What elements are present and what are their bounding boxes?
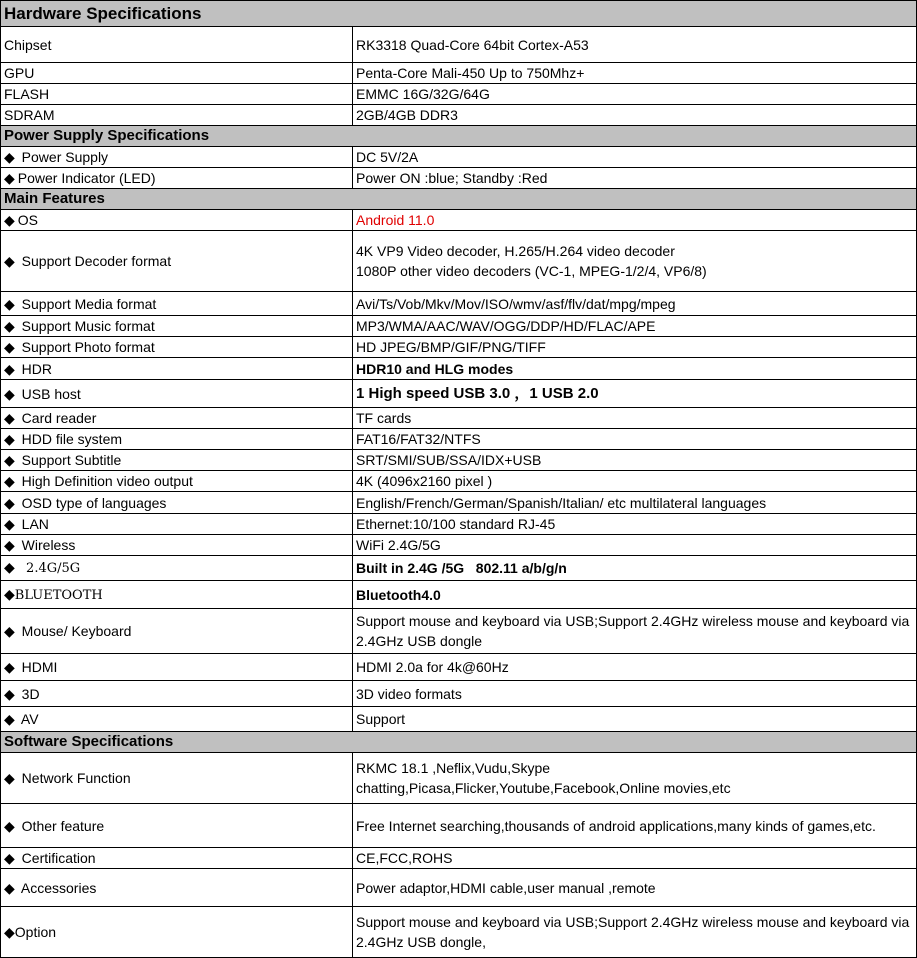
diamond-bullet-icon: ◆ — [4, 170, 15, 186]
spec-row-option — [1, 907, 917, 958]
spec-value: FAT16/FAT32/NTFS — [353, 429, 917, 450]
spec-label: GPU — [1, 63, 353, 84]
spec-row-power-supply — [1, 147, 917, 168]
spec-label: ◆ Support Decoder format — [1, 231, 353, 292]
spec-row-music — [1, 316, 917, 337]
spec-label: ◆ OS — [1, 210, 353, 231]
spec-label: ◆Option — [1, 907, 353, 958]
spec-row-wireless — [1, 535, 917, 556]
diamond-bullet-icon: ◆ — [4, 385, 15, 402]
spec-value: 3D video formats — [353, 681, 917, 707]
diamond-bullet-icon: ◆ — [4, 452, 15, 468]
spec-label: ◆ Support Media format — [1, 292, 353, 316]
spec-row-usb — [1, 380, 917, 408]
spec-row-chipset — [1, 27, 917, 63]
spec-value: SRT/SMI/SUB/SSA/IDX+USB — [353, 450, 917, 471]
section-title: Software Specifications — [1, 732, 917, 753]
spec-value: 1 High speed USB 3.0 ，1 USB 2.0 — [353, 380, 917, 408]
spec-value: Support mouse and keyboard via USB;Support 2.4GHz wireless mouse and keyboard via 2.4GHz USB dongle — [353, 609, 917, 654]
spec-value: 2GB/4GB DDR3 — [353, 105, 917, 126]
section-title: Hardware Specifications — [1, 1, 917, 27]
spec-row-card-reader — [1, 408, 917, 429]
spec-value: 4K (4096x2160 pixel ) — [353, 471, 917, 492]
spec-row-certification — [1, 848, 917, 869]
spec-value: EMMC 16G/32G/64G — [353, 84, 917, 105]
spec-label: ◆ 3D — [1, 681, 353, 707]
spec-row-photo — [1, 337, 917, 358]
diamond-bullet-icon: ◆ — [4, 410, 15, 426]
spec-value: RK3318 Quad-Core 64bit Cortex-A53 — [353, 27, 917, 63]
spec-label: ◆ Card reader — [1, 408, 353, 429]
spec-label: ◆ Support Subtitle — [1, 450, 353, 471]
spec-label: ◆ Support Music format — [1, 316, 353, 337]
spec-value: CE,FCC,ROHS — [353, 848, 917, 869]
spec-value: WiFi 2.4G/5G — [353, 535, 917, 556]
spec-row-av — [1, 707, 917, 732]
spec-label: ◆ Other feature — [1, 804, 353, 848]
diamond-bullet-icon: ◆ — [4, 659, 15, 675]
spec-row-media — [1, 292, 917, 316]
spec-value: Support — [353, 707, 917, 732]
spec-label: ◆ OSD type of languages — [1, 492, 353, 514]
spec-label: FLASH — [1, 84, 353, 105]
spec-value: MP3/WMA/AAC/WAV/OGG/DDP/HD/FLAC/APE — [353, 316, 917, 337]
section-title: Power Supply Specifications — [1, 126, 917, 147]
diamond-bullet-icon: ◆ — [4, 711, 15, 727]
spec-label: ◆ High Definition video output — [1, 471, 353, 492]
spec-row-lan — [1, 514, 917, 535]
spec-value: Bluetooth4.0 — [353, 581, 917, 609]
diamond-bullet-icon: ◆ — [4, 149, 15, 165]
spec-value: DC 5V/2A — [353, 147, 917, 168]
spec-row-mouse-keyboard — [1, 609, 917, 654]
spec-label: ◆ HDMI — [1, 654, 353, 681]
diamond-bullet-icon: ◆ — [4, 685, 15, 702]
diamond-bullet-icon: ◆ — [4, 431, 15, 447]
spec-label: ◆ Mouse/ Keyboard — [1, 609, 353, 654]
spec-value: Ethernet:10/100 standard RJ-45 — [353, 514, 917, 535]
spec-value: RKMC 18.1 ,Neflix,Vudu,Skype chatting,Picasa,Flicker,Youtube,Facebook,Online movies,etc — [353, 753, 917, 804]
diamond-bullet-icon: ◆ — [4, 212, 15, 228]
spec-row-hdmi — [1, 654, 917, 681]
diamond-bullet-icon: ◆ — [4, 473, 15, 489]
spec-label: ◆ Certification — [1, 848, 353, 869]
diamond-bullet-icon: ◆ — [4, 516, 15, 532]
spec-label: ◆ USB host — [1, 380, 353, 408]
spec-value: 4K VP9 Video decoder, H.265/H.264 video decoder 1080P other video decoders (VC-1, MPEG-1/2/4, VP6/8) — [353, 231, 917, 292]
diamond-bullet-icon: ◆ — [4, 253, 15, 269]
section-header-hardware — [1, 1, 917, 27]
section-header-power — [1, 126, 917, 147]
spec-row-hdr — [1, 358, 917, 380]
spec-row-sdram — [1, 105, 917, 126]
diamond-bullet-icon: ◆ — [4, 924, 15, 940]
diamond-bullet-icon: ◆ — [4, 339, 15, 355]
spec-row-subtitle — [1, 450, 917, 471]
spec-value: Power adaptor,HDMI cable,user manual ,remote — [353, 869, 917, 907]
spec-label: SDRAM — [1, 105, 353, 126]
spec-label: ◆ 2.4G/5G — [1, 556, 353, 581]
spec-row-osd — [1, 492, 917, 514]
diamond-bullet-icon: ◆ — [4, 817, 15, 834]
spec-label: ◆ Support Photo format — [1, 337, 353, 358]
spec-label: ◆ Power Indicator (LED) — [1, 168, 353, 189]
spec-row-accessories — [1, 869, 917, 907]
spec-label: ◆ Wireless — [1, 535, 353, 556]
spec-row-network-function — [1, 753, 917, 804]
spec-label: Chipset — [1, 27, 353, 63]
diamond-bullet-icon: ◆ — [4, 850, 15, 866]
spec-value: TF cards — [353, 408, 917, 429]
spec-row-power-indicator — [1, 168, 917, 189]
spec-value: HDMI 2.0a for 4k@60Hz — [353, 654, 917, 681]
spec-label: ◆ LAN — [1, 514, 353, 535]
diamond-bullet-icon: ◆ — [4, 318, 15, 334]
diamond-bullet-icon: ◆ — [4, 770, 15, 786]
spec-value: HDR10 and HLG modes — [353, 358, 917, 380]
section-header-features — [1, 189, 917, 210]
spec-label: ◆ Accessories — [1, 869, 353, 907]
section-title: Main Features — [1, 189, 917, 210]
diamond-bullet-icon: ◆ — [4, 559, 15, 575]
diamond-bullet-icon: ◆ — [4, 360, 15, 377]
spec-row-wifi-band — [1, 556, 917, 581]
spec-label: ◆ HDD file system — [1, 429, 353, 450]
section-header-software — [1, 732, 917, 753]
spec-row-decoder — [1, 231, 917, 292]
diamond-bullet-icon: ◆ — [4, 879, 15, 896]
spec-value: Built in 2.4G /5G 802.11 a/b/g/n — [353, 556, 917, 581]
spec-label: ◆ HDR — [1, 358, 353, 380]
spec-value: Avi/Ts/Vob/Mkv/Mov/ISO/wmv/asf/flv/dat/mpg/mpeg — [353, 292, 917, 316]
spec-value: HD JPEG/BMP/GIF/PNG/TIFF — [353, 337, 917, 358]
diamond-bullet-icon: ◆ — [4, 295, 15, 312]
spec-value: English/French/German/Spanish/Italian/ etc multilateral languages — [353, 492, 917, 514]
spec-label: ◆ Power Supply — [1, 147, 353, 168]
spec-value: Free Internet searching,thousands of android applications,many kinds of games,etc. — [353, 804, 917, 848]
spec-row-gpu — [1, 63, 917, 84]
spec-row-3d — [1, 681, 917, 707]
spec-row-bluetooth — [1, 581, 917, 609]
spec-value: Support mouse and keyboard via USB;Support 2.4GHz wireless mouse and keyboard via 2.4GHz USB dongle, — [353, 907, 917, 958]
spec-label: ◆BLUETOOTH — [1, 581, 353, 609]
spec-label: ◆ Network Function — [1, 753, 353, 804]
diamond-bullet-icon: ◆ — [4, 623, 15, 639]
spec-label: ◆ AV — [1, 707, 353, 732]
spec-row-flash — [1, 84, 917, 105]
spec-row-hdd — [1, 429, 917, 450]
diamond-bullet-icon: ◆ — [4, 537, 15, 553]
spec-value: Power ON :blue; Standby :Red — [353, 168, 917, 189]
spec-row-os — [1, 210, 917, 231]
diamond-bullet-icon: ◆ — [4, 585, 15, 602]
diamond-bullet-icon: ◆ — [4, 494, 15, 511]
spec-value: Penta-Core Mali-450 Up to 750Mhz+ — [353, 63, 917, 84]
spec-row-other-feature — [1, 804, 917, 848]
spec-row-video-output — [1, 471, 917, 492]
spec-value-os: Android 11.0 — [353, 210, 917, 231]
